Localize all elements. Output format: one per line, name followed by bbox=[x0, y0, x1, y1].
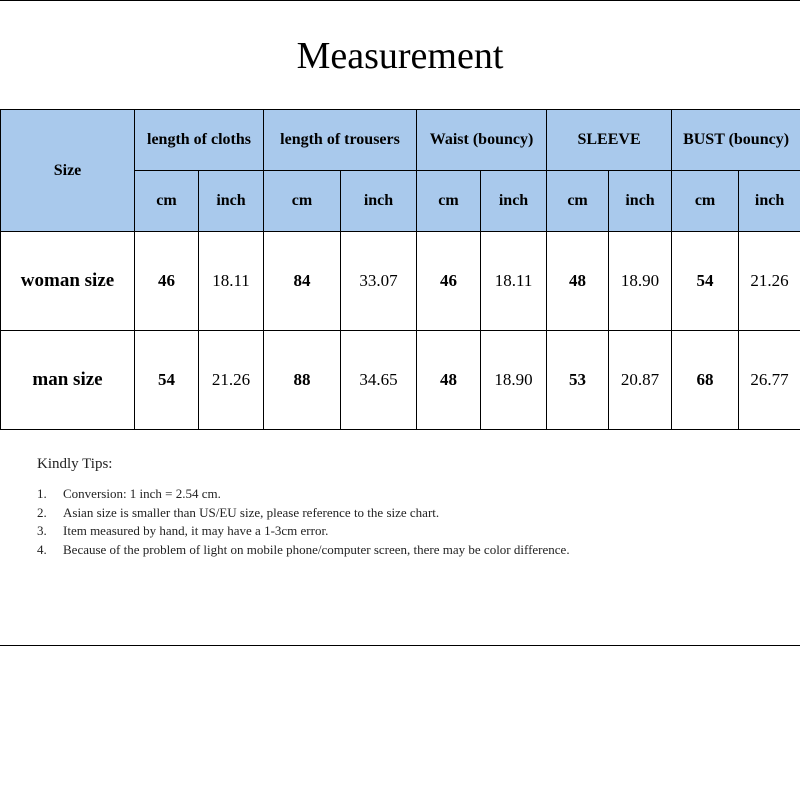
table-cell: 53 bbox=[547, 331, 609, 430]
table-cell: 20.87 bbox=[609, 331, 672, 430]
tip-number: 1. bbox=[37, 486, 47, 501]
group-header-length-of-cloths: length of cloths bbox=[135, 110, 264, 171]
table-cell: 68 bbox=[672, 331, 739, 430]
list-item bbox=[37, 522, 687, 541]
unit-header-cm: cm bbox=[264, 171, 341, 232]
table-cell: 18.90 bbox=[481, 331, 547, 430]
group-header-sleeve: SLEEVE bbox=[547, 110, 672, 171]
size-table bbox=[0, 109, 800, 430]
table-cell: 26.77 bbox=[739, 331, 800, 430]
unit-header-inch: inch bbox=[481, 171, 547, 232]
table-cell: 34.65 bbox=[341, 331, 417, 430]
unit-header-cm: cm bbox=[672, 171, 739, 232]
unit-header-inch: inch bbox=[341, 171, 417, 232]
list-item bbox=[37, 504, 687, 523]
bottom-border-line bbox=[0, 645, 800, 646]
size-column-header: Size bbox=[1, 110, 135, 232]
table-cell: 18.11 bbox=[481, 232, 547, 331]
table-cell: 88 bbox=[264, 331, 341, 430]
unit-header-inch: inch bbox=[739, 171, 800, 232]
table-cell: 54 bbox=[672, 232, 739, 331]
tip-number: 2. bbox=[37, 504, 47, 520]
group-header-waist: Waist (bouncy) bbox=[417, 110, 547, 171]
table-cell: 54 bbox=[135, 331, 199, 430]
unit-header-cm: cm bbox=[135, 171, 199, 232]
unit-header-cm: cm bbox=[417, 171, 481, 232]
table-cell: 21.26 bbox=[199, 331, 264, 430]
table-cell: 84 bbox=[264, 232, 341, 331]
table-cell: 48 bbox=[547, 232, 609, 331]
list-item bbox=[37, 485, 687, 504]
tip-number: 4. bbox=[37, 541, 47, 557]
group-header-bust: BUST (bouncy) bbox=[672, 110, 800, 171]
table-cell: 21.26 bbox=[739, 232, 800, 331]
list-item bbox=[37, 541, 687, 560]
table-header-row-groups bbox=[1, 110, 800, 171]
table-cell: 46 bbox=[417, 232, 481, 331]
row-label: woman size bbox=[1, 232, 135, 331]
tip-text: Item measured by hand, it may have a 1-3cm error. bbox=[63, 523, 329, 538]
table-cell: 18.11 bbox=[199, 232, 264, 331]
page-title: Measurement bbox=[296, 35, 504, 77]
tip-text: Asian size is smaller than US/EU size, please reference to the size chart. bbox=[63, 504, 440, 520]
tip-text: Because of the problem of light on mobile phone/computer screen, there may be color difference. bbox=[63, 541, 570, 557]
table-cell: 48 bbox=[417, 331, 481, 430]
group-header-length-of-trousers: length of trousers bbox=[264, 110, 417, 171]
row-label: man size bbox=[1, 331, 135, 430]
unit-header-cm: cm bbox=[547, 171, 609, 232]
tips-title: Kindly Tips: bbox=[37, 456, 113, 472]
table-row-woman bbox=[1, 232, 800, 331]
unit-header-inch: inch bbox=[609, 171, 672, 232]
tips-list bbox=[37, 485, 687, 559]
tip-text: Conversion: 1 inch = 2.54 cm. bbox=[63, 486, 221, 501]
table-cell: 46 bbox=[135, 232, 199, 331]
unit-header-inch: inch bbox=[199, 171, 264, 232]
table-row-man bbox=[1, 331, 800, 430]
table-cell: 33.07 bbox=[341, 232, 417, 331]
top-border-line bbox=[0, 0, 800, 1]
tip-number: 3. bbox=[37, 523, 47, 538]
table-cell: 18.90 bbox=[609, 232, 672, 331]
